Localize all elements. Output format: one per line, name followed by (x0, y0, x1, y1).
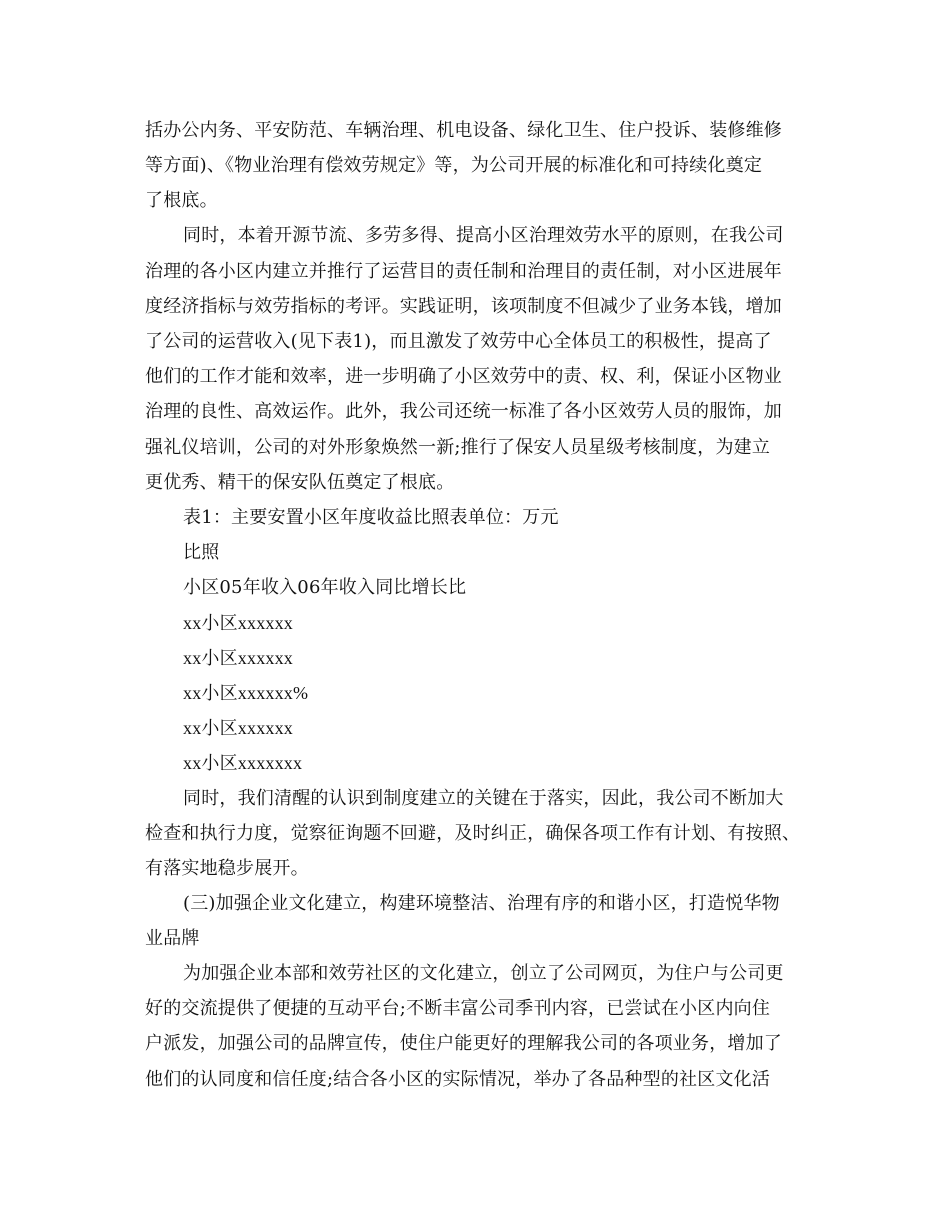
paragraph-line: 好的交流提供了便捷的互动平台;不断丰富公司季刊内容，已尝试在小区内向住 (145, 998, 771, 1019)
table-header-row: 小区05年收入06年收入同比增长比 (183, 577, 467, 598)
paragraph-line: 了公司的运营收入(见下表1)，而且激发了效劳中心全体员工的积极性，提高了 (145, 331, 772, 352)
paragraph-line: 了根底。 (145, 190, 218, 211)
paragraph-line: 治理的良性、高效运作。此外，我公司还统一标准了各小区效劳人员的服饰，加 (145, 401, 782, 422)
table-row: xx小区xxxxxx (183, 718, 293, 738)
paragraph-line: 检查和执行力度，觉察征询题不回避，及时纠正，确保各项工作有计划、有按照、 (145, 823, 801, 844)
paragraph-line: 同时，我们清醒的认识到制度建立的关键在于落实，因此，我公司不断加大 (183, 788, 784, 809)
paragraph-line: 括办公内务、平安防范、车辆治理、机电设备、绿化卫生、住户投诉、装修维修 (145, 120, 782, 141)
section-heading: 业品牌 (145, 928, 200, 949)
paragraph-line: 为加强企业本部和效劳社区的文化建立，创立了公司网页，为住户与公司更 (183, 963, 784, 984)
paragraph-line: 度经济指标与效劳指标的考评。实践证明，该项制度不但减少了业务本钱，增加 (145, 296, 782, 317)
table-header-text: 比照 (183, 542, 220, 563)
table-caption: 表1：主要安置小区年度收益比照表单位：万元 (183, 507, 559, 528)
table-row: xx小区xxxxxx% (183, 683, 309, 703)
paragraph-line: 强礼仪培训，公司的对外形象焕然一新;推行了保安人员星级考核制度，为建立 (145, 437, 771, 458)
paragraph-line: 同时，本着开源节流、多劳多得、提高小区治理效劳水平的原则，在我公司 (183, 225, 784, 246)
paragraph-line: 等方面)、《物业治理有偿效劳规定》等，为公司开展的标准化和可持续化奠定 (145, 155, 763, 176)
table-row: xx小区xxxxxxx (183, 753, 303, 773)
section-heading: (三)加强企业文化建立，构建环境整洁、治理有序的和谐小区，打造悦华物 (183, 893, 780, 914)
paragraph-line: 户派发，加强公司的品牌宣传，使住户能更好的理解我公司的各项业务，增加了 (145, 1033, 782, 1054)
paragraph-line: 他们的工作才能和效率，进一步明确了小区效劳中的责、权、利，保证小区物业 (145, 366, 782, 387)
table-row: xx小区xxxxxx (183, 613, 293, 633)
table-row: xx小区xxxxxx (183, 648, 293, 668)
paragraph-line: 更优秀、精干的保安队伍奠定了根底。 (145, 472, 455, 493)
paragraph-line: 治理的各小区内建立并推行了运营目的责任制和治理目的责任制，对小区进展年 (145, 261, 782, 282)
paragraph-line: 有落实地稳步展开。 (145, 858, 309, 879)
paragraph-line: 他们的认同度和信任度;结合各小区的实际情况，举办了各品种型的社区文化活 (145, 1069, 771, 1090)
